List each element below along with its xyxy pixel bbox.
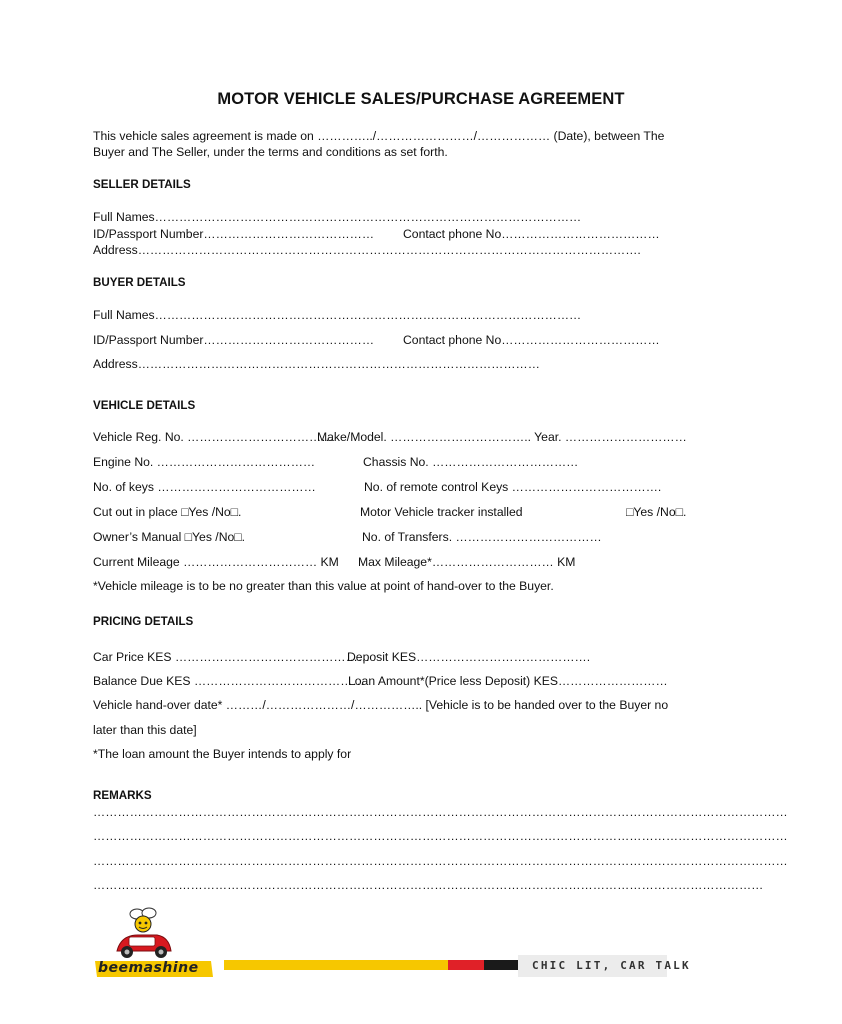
seller-heading: SELLER DETAILS bbox=[93, 178, 191, 191]
vehicle-heading: VEHICLE DETAILS bbox=[93, 399, 196, 412]
tracker-label: Motor Vehicle tracker installed bbox=[360, 505, 523, 519]
buyer-heading: BUYER DETAILS bbox=[93, 276, 186, 289]
footer-slogan: CHIC LIT, CAR TALK bbox=[532, 959, 691, 972]
max-mileage-field[interactable]: Max Mileage*………………………… KM bbox=[358, 555, 576, 569]
remarks-heading: REMARKS bbox=[93, 789, 152, 802]
pricing-heading: PRICING DETAILS bbox=[93, 615, 194, 628]
vehicle-make-model-year-field[interactable]: Make/Model. …………………………….. Year. ………………………… bbox=[317, 430, 687, 444]
current-mileage-field[interactable]: Current Mileage …………………………… KM bbox=[93, 555, 339, 569]
remarks-line[interactable]: ……………………………………………………………………………………………………………………………………………………… bbox=[93, 805, 788, 819]
handover-date-field[interactable]: Vehicle hand-over date* ………/…………………/…………….. [Vehicle is to be handed over to the Buyer no bbox=[93, 698, 669, 712]
logo-wordmark: beemashine bbox=[98, 960, 199, 976]
footer-bar-red bbox=[448, 960, 484, 970]
balance-due-field[interactable]: Balance Due KES …………………………………… bbox=[93, 674, 365, 688]
seller-full-names-field[interactable]: Full Names…………………………………………………………………………………………… bbox=[93, 210, 582, 224]
buyer-address-field[interactable]: Address……………………………………………………………………………………… bbox=[93, 357, 540, 371]
deposit-field[interactable]: Deposit KES……………………………………. bbox=[347, 650, 591, 664]
intro-line-2: Buyer and The Seller, under the terms and conditions as set forth. bbox=[93, 145, 448, 159]
owners-manual-checkbox[interactable]: Owner’s Manual □Yes /No□. bbox=[93, 530, 246, 544]
page-title: MOTOR VEHICLE SALES/PURCHASE AGREEMENT bbox=[217, 90, 625, 108]
cut-out-checkbox[interactable]: Cut out in place □Yes /No□. bbox=[93, 505, 242, 519]
intro-line-1: This vehicle sales agreement is made on …………../……………………/……………… (Date), between The bbox=[93, 129, 665, 143]
remote-keys-field[interactable]: No. of remote control Keys ………………………………. bbox=[364, 480, 662, 494]
transfers-field[interactable]: No. of Transfers. ……………………………… bbox=[362, 530, 602, 544]
engine-no-field[interactable]: Engine No. ………………………………… bbox=[93, 455, 316, 469]
tracker-checkbox[interactable]: □Yes /No□. bbox=[626, 505, 687, 519]
buyer-id-passport-field[interactable]: ID/Passport Number…………………………………… bbox=[93, 333, 375, 347]
seller-id-passport-field[interactable]: ID/Passport Number…………………………………… bbox=[93, 227, 375, 241]
seller-address-field[interactable]: Address……………………………………………………………………………………………………………. bbox=[93, 243, 641, 257]
seller-contact-field[interactable]: Contact phone No………………………………… bbox=[403, 227, 660, 241]
footer-bar-black bbox=[484, 960, 518, 970]
remarks-line[interactable]: ………………………………………………………………………………………………………………………………………………… bbox=[93, 878, 764, 892]
footer-bar-yellow bbox=[224, 960, 448, 970]
beemashine-logo bbox=[93, 905, 218, 980]
mileage-note: *Vehicle mileage is to be no greater than this value at point of hand-over to the Buyer. bbox=[93, 579, 554, 593]
buyer-contact-field[interactable]: Contact phone No………………………………… bbox=[403, 333, 660, 347]
car-price-field[interactable]: Car Price KES ………………………………………… bbox=[93, 650, 370, 664]
vehicle-reg-field[interactable]: Vehicle Reg. No. ……………………………… bbox=[93, 430, 334, 444]
no-of-keys-field[interactable]: No. of keys ………………………………… bbox=[93, 480, 316, 494]
handover-note: later than this date] bbox=[93, 723, 197, 737]
buyer-full-names-field[interactable]: Full Names…………………………………………………………………………………………… bbox=[93, 308, 582, 322]
chassis-no-field[interactable]: Chassis No. ……………………………… bbox=[363, 455, 579, 469]
remarks-line[interactable]: ……………………………………………………………………………………………………………………………………………………… bbox=[93, 854, 788, 868]
loan-amount-field[interactable]: Loan Amount*(Price less Deposit) KES……………………… bbox=[348, 674, 668, 688]
loan-note: *The loan amount the Buyer intends to apply for bbox=[93, 747, 352, 761]
remarks-line[interactable]: ……………………………………………………………………………………………………………………………………………………… bbox=[93, 829, 788, 843]
